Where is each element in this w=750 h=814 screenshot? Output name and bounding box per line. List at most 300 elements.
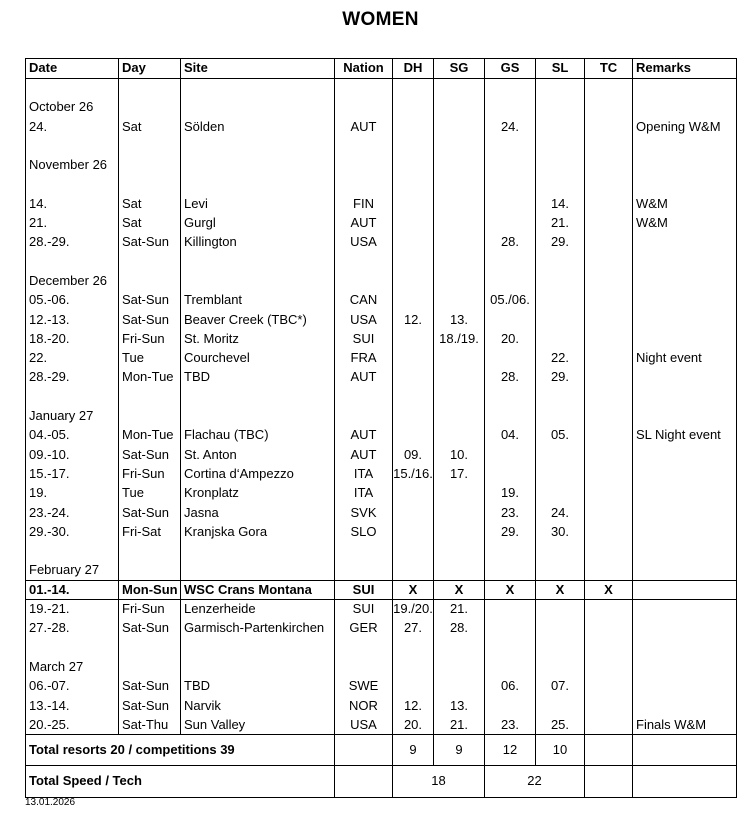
month-label: December 26 [26,271,119,290]
event-row [26,349,737,368]
cell-dh: 12. [393,696,434,715]
cell-sl: 07. [536,677,585,696]
cell-date: 13.-14. [26,696,119,715]
cell-gs: 04. [485,426,536,445]
cell-sl [536,542,585,561]
cell-dh: 27. [393,619,434,638]
cell-nation [335,638,393,657]
cell-date: 18.-20. [26,329,119,348]
cell-date [26,542,119,561]
cell-gs [485,98,536,117]
cell-date [26,252,119,271]
cell-site: TBD [181,368,335,387]
cell-site [181,542,335,561]
cell-sl [536,291,585,310]
cell-tc [585,79,633,98]
cell-day [119,561,181,580]
cell-remarks [633,233,737,252]
cell-sg [434,156,485,175]
cell-site: St. Moritz [181,329,335,348]
cell-date: 29.-30. [26,522,119,541]
cell-day: Sat-Thu [119,715,181,734]
cell-dh [393,542,434,561]
cell-sg: 21. [434,600,485,619]
cell-day: Sat-Sun [119,619,181,638]
cell-tc [585,387,633,406]
cell-sl [536,271,585,290]
event-row [26,117,737,136]
cell-sg [434,522,485,541]
cell-dh: 15./16. [393,464,434,483]
cell-sl: 05. [536,426,585,445]
cell-nation: AUT [335,445,393,464]
cell-dh: X [393,580,434,599]
cell-tc [585,619,633,638]
spacer-row [26,542,737,561]
cell-sl [536,638,585,657]
month-label: January 27 [26,407,119,426]
col-header-day: Day [119,59,181,79]
cell-sg: 10. [434,445,485,464]
cell-site [181,156,335,175]
cell-remarks [633,271,737,290]
cell-site: Cortina d‘Ampezzo [181,464,335,483]
cell-day [119,136,181,155]
event-row [26,310,737,329]
event-row [26,522,737,541]
event-row [26,464,737,483]
cell-dh [393,156,434,175]
cell-tc [585,445,633,464]
cell-remarks [633,407,737,426]
cell-remarks [633,175,737,194]
cell-gs [485,194,536,213]
cell-sg [434,677,485,696]
cell-day: Tue [119,349,181,368]
cell-date: 14. [26,194,119,213]
cell-nation: FRA [335,349,393,368]
cell-tc [585,715,633,734]
calendar-header [26,59,737,79]
cell-nation [335,271,393,290]
cell-site [181,561,335,580]
cell-remarks: Night event [633,349,737,368]
cell-sg [434,271,485,290]
cell-date [26,79,119,98]
cell-sg [434,136,485,155]
cell-site: St. Anton [181,445,335,464]
cell-tc [585,252,633,271]
cell-dh [393,233,434,252]
cell-sl: 29. [536,233,585,252]
cell-day [119,98,181,117]
cell-nation: AUT [335,117,393,136]
cell-nation: SLO [335,522,393,541]
cell-date: 21. [26,214,119,233]
cell-site [181,638,335,657]
cell-site: Sun Valley [181,715,335,734]
cell-sg [434,98,485,117]
cell-nation: SUI [335,600,393,619]
cell-site: WSC Crans Montana [181,580,335,599]
col-header-remarks: Remarks [633,59,737,79]
cell-site [181,252,335,271]
cell-site: Killington [181,233,335,252]
total-resorts-row [26,735,737,766]
cell-date: 09.-10. [26,445,119,464]
event-row [26,214,737,233]
cell-gs: 19. [485,484,536,503]
event-row [26,503,737,522]
cell-site [181,407,335,426]
cell-remarks [633,387,737,406]
month-section-row [26,156,737,175]
cell-remarks: W&M [633,194,737,213]
cell-dh [393,252,434,271]
cell-sg [434,214,485,233]
cell-tc [585,522,633,541]
cell-gs [485,136,536,155]
cell-sl [536,117,585,136]
cell-nation [335,252,393,271]
cell-date: 20.-25. [26,715,119,734]
cell-day: Sat [119,214,181,233]
cell-remarks: W&M [633,214,737,233]
total-speed-tech-remarks-cell [633,766,737,798]
cell-tc [585,542,633,561]
cell-remarks [633,619,737,638]
cell-sl [536,696,585,715]
cell-day: Fri-Sun [119,464,181,483]
cell-sl [536,657,585,676]
cell-date: 12.-13. [26,310,119,329]
cell-day: Sat [119,117,181,136]
event-row [26,426,737,445]
cell-sl [536,600,585,619]
cell-nation [335,407,393,426]
cell-remarks [633,464,737,483]
cell-sg [434,252,485,271]
cell-date: 24. [26,117,119,136]
cell-gs: 23. [485,503,536,522]
cell-remarks [633,600,737,619]
cell-sl [536,387,585,406]
cell-dh [393,349,434,368]
cell-day: Fri-Sun [119,329,181,348]
cell-site [181,387,335,406]
cell-tc [585,696,633,715]
cell-sl: 14. [536,194,585,213]
cell-remarks [633,677,737,696]
col-header-date: Date [26,59,119,79]
cell-date: 15.-17. [26,464,119,483]
total-resorts-nation-cell [335,735,393,766]
cell-gs: 05./06. [485,291,536,310]
cell-day: Mon-Sun [119,580,181,599]
cell-gs [485,156,536,175]
month-section-row [26,561,737,580]
event-row [26,368,737,387]
cell-day: Sat-Sun [119,310,181,329]
cell-site: Courchevel [181,349,335,368]
cell-day [119,156,181,175]
event-row [26,696,737,715]
cell-nation: CAN [335,291,393,310]
cell-site: Garmisch-Partenkirchen [181,619,335,638]
col-header-site: Site [181,59,335,79]
cell-tc: X [585,580,633,599]
cell-site: Gurgl [181,214,335,233]
cell-remarks: Opening W&M [633,117,737,136]
cell-day [119,175,181,194]
cell-remarks [633,696,737,715]
total-resorts-tc-cell [585,735,633,766]
cell-date [26,175,119,194]
cell-nation: ITA [335,464,393,483]
cell-sg [434,407,485,426]
cell-tc [585,638,633,657]
cell-site [181,657,335,676]
cell-remarks: Finals W&M [633,715,737,734]
month-section-row [26,271,737,290]
cell-sl: 25. [536,715,585,734]
cell-site: Kranjska Gora [181,522,335,541]
month-section-row [26,657,737,676]
total-resorts-remarks-cell [633,735,737,766]
month-section-row [26,98,737,117]
event-row [26,445,737,464]
cell-tc [585,271,633,290]
calendar-body [26,79,737,735]
cell-sl [536,136,585,155]
cell-site: Beaver Creek (TBC*) [181,310,335,329]
cell-remarks [633,638,737,657]
cell-dh [393,387,434,406]
cell-site [181,175,335,194]
cell-tc [585,291,633,310]
cell-site [181,271,335,290]
cell-day [119,387,181,406]
cell-gs [485,252,536,271]
cell-date: 22. [26,349,119,368]
cell-site: Flachau (TBC) [181,426,335,445]
col-header-gs: GS [485,59,536,79]
cell-dh [393,638,434,657]
cell-sg [434,387,485,406]
cell-day: Fri-Sun [119,600,181,619]
event-row [26,194,737,213]
cell-sg: 13. [434,310,485,329]
cell-gs: X [485,580,536,599]
cell-dh [393,98,434,117]
cell-sg [434,349,485,368]
cell-gs: 28. [485,368,536,387]
total-speed-tech-label: Total Speed / Tech [26,766,335,798]
cell-tc [585,233,633,252]
cell-tc [585,136,633,155]
event-row [26,233,737,252]
cell-day: Tue [119,484,181,503]
cell-gs [485,464,536,483]
event-row [26,329,737,348]
cell-dh [393,657,434,676]
total-speed-tech-nation-cell [335,766,393,798]
cell-remarks [633,252,737,271]
cell-remarks [633,79,737,98]
event-row [26,600,737,619]
cell-nation: AUT [335,214,393,233]
cell-dh [393,426,434,445]
col-header-nation: Nation [335,59,393,79]
cell-sl: 24. [536,503,585,522]
cell-sg [434,233,485,252]
event-row [26,619,737,638]
cell-remarks [633,484,737,503]
cell-remarks [633,291,737,310]
cell-dh [393,291,434,310]
event-row [26,580,737,599]
cell-sg: 13. [434,696,485,715]
cell-tc [585,117,633,136]
cell-day [119,542,181,561]
cell-nation: SVK [335,503,393,522]
cell-day: Mon-Tue [119,368,181,387]
cell-nation: GER [335,619,393,638]
cell-sl [536,175,585,194]
col-header-dh: DH [393,59,434,79]
cell-gs [485,214,536,233]
total-speed-tech-row [26,766,737,798]
cell-sg [434,194,485,213]
cell-sg: X [434,580,485,599]
cell-tc [585,310,633,329]
cell-dh [393,677,434,696]
calendar-totals [26,735,737,798]
cell-remarks [633,368,737,387]
cell-sl [536,484,585,503]
cell-sl: X [536,580,585,599]
cell-date: 05.-06. [26,291,119,310]
cell-tc [585,657,633,676]
total-speed-count: 18 [393,766,485,798]
cell-sg [434,638,485,657]
cell-dh: 19./20. [393,600,434,619]
cell-nation [335,136,393,155]
cell-dh: 20. [393,715,434,734]
cell-sl [536,464,585,483]
cell-date [26,638,119,657]
cell-tc [585,464,633,483]
cell-sl [536,329,585,348]
cell-nation [335,156,393,175]
cell-dh [393,175,434,194]
cell-site: Lenzerheide [181,600,335,619]
cell-date: 19.-21. [26,600,119,619]
page-title: WOMEN [342,9,419,30]
cell-day: Sat-Sun [119,291,181,310]
cell-tc [585,98,633,117]
cell-sg [434,657,485,676]
cell-date: 23.-24. [26,503,119,522]
cell-sg: 28. [434,619,485,638]
cell-sg [434,117,485,136]
cell-dh [393,329,434,348]
cell-gs [485,387,536,406]
cell-day [119,79,181,98]
cell-remarks: SL Night event [633,426,737,445]
cell-dh [393,117,434,136]
cell-gs: 20. [485,329,536,348]
cell-date: 01.-14. [26,580,119,599]
cell-sg: 18./19. [434,329,485,348]
cell-sg [434,503,485,522]
cell-sl: 22. [536,349,585,368]
cell-day [119,657,181,676]
cell-sg [434,79,485,98]
cell-nation: USA [335,310,393,329]
cell-remarks [633,561,737,580]
cell-date: 28.-29. [26,233,119,252]
col-header-tc: TC [585,59,633,79]
event-row [26,484,737,503]
cell-sl: 29. [536,368,585,387]
cell-nation: SUI [335,580,393,599]
cell-sl [536,156,585,175]
spacer-row [26,175,737,194]
cell-dh [393,136,434,155]
cell-day: Fri-Sat [119,522,181,541]
header-row [26,59,737,79]
cell-sg [434,368,485,387]
cell-nation [335,98,393,117]
total-dh-count: 9 [393,735,434,766]
cell-site: Narvik [181,696,335,715]
month-label: October 26 [26,98,119,117]
total-sg-count: 9 [434,735,485,766]
cell-tc [585,214,633,233]
cell-dh [393,407,434,426]
event-row [26,715,737,734]
cell-gs [485,542,536,561]
cell-sg [434,426,485,445]
cell-gs: 06. [485,677,536,696]
spacer-row [26,387,737,406]
month-section-row [26,407,737,426]
total-speed-tech-tc-cell [585,766,633,798]
cell-date: 19. [26,484,119,503]
cell-dh [393,194,434,213]
cell-sg [434,561,485,580]
cell-gs [485,407,536,426]
cell-day: Sat-Sun [119,503,181,522]
cell-sl [536,445,585,464]
cell-sl [536,407,585,426]
total-tech-count: 22 [485,766,585,798]
cell-dh: 09. [393,445,434,464]
cell-nation: AUT [335,426,393,445]
cell-tc [585,503,633,522]
cell-remarks [633,310,737,329]
cell-day [119,638,181,657]
cell-nation [335,175,393,194]
cell-gs [485,271,536,290]
cell-tc [585,677,633,696]
calendar-table [25,58,737,798]
cell-gs [485,310,536,329]
cell-nation: AUT [335,368,393,387]
cell-date: 27.-28. [26,619,119,638]
cell-tc [585,600,633,619]
